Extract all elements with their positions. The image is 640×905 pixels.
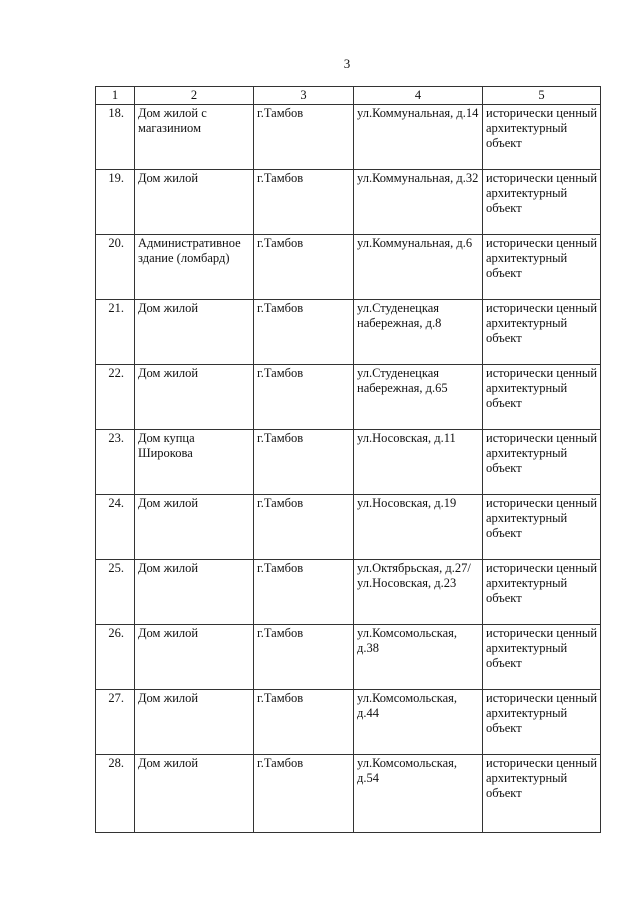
category-cell: исторически ценный архитектурный объект	[483, 430, 601, 495]
city-cell: г.Тамбов	[254, 625, 354, 690]
table-row	[96, 235, 601, 300]
object-name-cell: Дом купца Широкова	[135, 430, 254, 495]
row-number-cell: 19.	[96, 170, 135, 235]
object-name-cell: Дом жилой	[135, 690, 254, 755]
address-cell: ул.Комсомольская, д.38	[354, 625, 483, 690]
city-cell: г.Тамбов	[254, 235, 354, 300]
table-row	[96, 495, 601, 560]
address-cell: ул.Коммунальная, д.6	[354, 235, 483, 300]
table-row	[96, 170, 601, 235]
address-cell: ул.Носовская, д.11	[354, 430, 483, 495]
column-header-3: 3	[254, 87, 354, 105]
row-number-cell: 20.	[96, 235, 135, 300]
address-cell: ул.Студенецкая набережная, д.8	[354, 300, 483, 365]
address-cell: ул.Комсомольская, д.44	[354, 690, 483, 755]
table-row	[96, 625, 601, 690]
city-cell: г.Тамбов	[254, 105, 354, 170]
address-cell: ул.Коммунальная, д.32	[354, 170, 483, 235]
table-row	[96, 430, 601, 495]
row-number-cell: 25.	[96, 560, 135, 625]
row-number-cell: 21.	[96, 300, 135, 365]
table-row	[96, 690, 601, 755]
category-cell: исторически ценный архитектурный объект	[483, 170, 601, 235]
address-cell: ул.Носовская, д.19	[354, 495, 483, 560]
category-cell: исторически ценный архитектурный объект	[483, 365, 601, 430]
object-name-cell: Дом жилой с магазиниом	[135, 105, 254, 170]
object-name-cell: Административное здание (ломбард)	[135, 235, 254, 300]
row-number-cell: 18.	[96, 105, 135, 170]
city-cell: г.Тамбов	[254, 300, 354, 365]
row-number-cell: 27.	[96, 690, 135, 755]
city-cell: г.Тамбов	[254, 365, 354, 430]
category-cell: исторически ценный архитектурный объект	[483, 690, 601, 755]
address-cell: ул.Коммунальная, д.14	[354, 105, 483, 170]
category-cell: исторически ценный архитектурный объект	[483, 755, 601, 833]
row-number-cell: 28.	[96, 755, 135, 833]
table-row	[96, 105, 601, 170]
table-row	[96, 300, 601, 365]
city-cell: г.Тамбов	[254, 560, 354, 625]
object-name-cell: Дом жилой	[135, 365, 254, 430]
row-number-cell: 23.	[96, 430, 135, 495]
column-header-2: 2	[135, 87, 254, 105]
table-row	[96, 365, 601, 430]
category-cell: исторически ценный архитектурный объект	[483, 105, 601, 170]
category-cell: исторически ценный архитектурный объект	[483, 560, 601, 625]
address-cell: ул.Студенецкая набережная, д.65	[354, 365, 483, 430]
column-header-5: 5	[483, 87, 601, 105]
column-header-4: 4	[354, 87, 483, 105]
row-number-cell: 22.	[96, 365, 135, 430]
object-name-cell: Дом жилой	[135, 625, 254, 690]
table-body	[96, 105, 601, 833]
object-name-cell: Дом жилой	[135, 170, 254, 235]
page-number: 3	[343, 56, 351, 71]
category-cell: исторически ценный архитектурный объект	[483, 625, 601, 690]
table-header-row	[96, 87, 601, 105]
object-name-cell: Дом жилой	[135, 300, 254, 365]
row-number-cell: 26.	[96, 625, 135, 690]
column-header-1: 1	[96, 87, 135, 105]
row-number-cell: 24.	[96, 495, 135, 560]
category-cell: исторически ценный архитектурный объект	[483, 235, 601, 300]
city-cell: г.Тамбов	[254, 690, 354, 755]
table-row	[96, 755, 601, 833]
city-cell: г.Тамбов	[254, 495, 354, 560]
category-cell: исторически ценный архитектурный объект	[483, 300, 601, 365]
table-row	[96, 560, 601, 625]
address-cell: ул.Октябрьская, д.27/ул.Носовская, д.23	[354, 560, 483, 625]
address-cell: ул.Комсомольская, д.54	[354, 755, 483, 833]
heritage-objects-table	[95, 86, 601, 833]
city-cell: г.Тамбов	[254, 755, 354, 833]
object-name-cell: Дом жилой	[135, 495, 254, 560]
city-cell: г.Тамбов	[254, 430, 354, 495]
object-name-cell: Дом жилой	[135, 560, 254, 625]
object-name-cell: Дом жилой	[135, 755, 254, 833]
city-cell: г.Тамбов	[254, 170, 354, 235]
category-cell: исторически ценный архитектурный объект	[483, 495, 601, 560]
